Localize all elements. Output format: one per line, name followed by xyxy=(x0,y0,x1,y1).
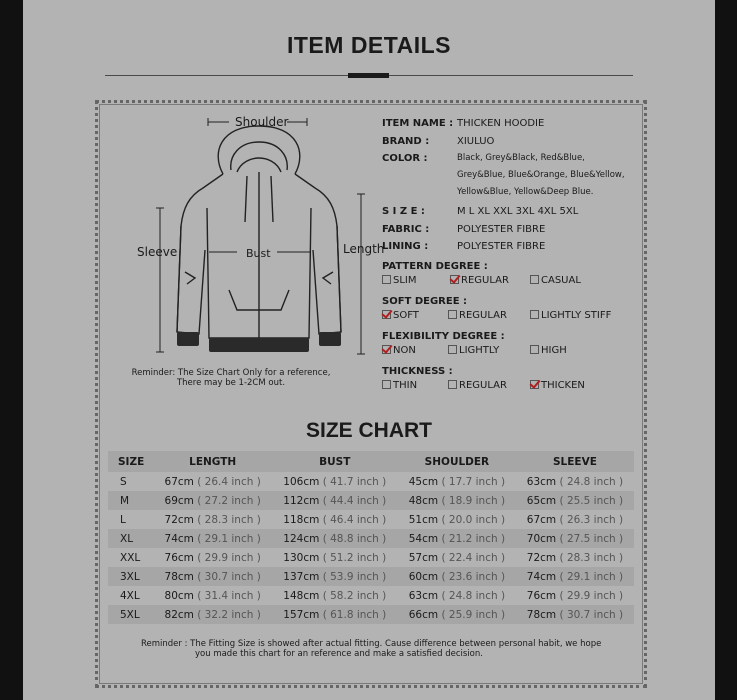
inch-value: ( 44.4 inch ) xyxy=(322,494,387,507)
bust-cell xyxy=(272,529,398,548)
inch-value: ( 22.4 inch ) xyxy=(441,551,506,564)
length-cell xyxy=(154,510,272,529)
cm-value: 63cm xyxy=(408,589,439,602)
cm-value: 78cm xyxy=(164,570,194,583)
inch-value: ( 25.5 inch ) xyxy=(559,494,624,507)
length-cell xyxy=(154,529,272,548)
bust-cell xyxy=(272,510,398,529)
color-line2: Grey&Blue, Blue&Orange, Blue&Yellow, xyxy=(457,170,625,180)
inch-value: ( 23.6 inch ) xyxy=(441,570,506,583)
col-header-bust: BUST xyxy=(272,451,398,472)
checkmark-icon xyxy=(382,310,391,319)
cm-value: 65cm xyxy=(526,494,557,507)
soft-option-soft: SOFT xyxy=(382,310,419,321)
size-cell: L xyxy=(120,513,126,526)
shoulder-cell xyxy=(398,491,516,510)
cm-value: 137cm xyxy=(283,570,320,583)
checkbox-icon xyxy=(382,380,391,389)
inch-value: ( 30.7 inch ) xyxy=(559,608,624,621)
size-cell: XXL xyxy=(120,551,141,564)
shoulder-cell xyxy=(398,529,516,548)
checkbox-icon xyxy=(448,345,457,354)
brand-value: XIULUO xyxy=(457,136,495,147)
table-row xyxy=(108,605,634,624)
size-reminder xyxy=(118,368,344,388)
pattern-degree-title: PATTERN DEGREE : xyxy=(382,261,488,272)
shoulder-cell xyxy=(398,567,516,586)
sleeve-cell xyxy=(516,605,634,624)
cm-value: 48cm xyxy=(408,494,439,507)
color-line3: Yellow&Blue, Yellow&Deep Blue. xyxy=(457,187,594,197)
cm-value: 157cm xyxy=(283,608,320,621)
inch-value: ( 41.7 inch ) xyxy=(322,475,387,488)
bust-cell xyxy=(272,472,398,491)
soft-degree-title: SOFT DEGREE : xyxy=(382,296,468,307)
sleeve-cell xyxy=(516,586,634,605)
cm-value: 45cm xyxy=(408,475,439,488)
checkmark-icon xyxy=(382,345,391,354)
inch-value: ( 29.9 inch ) xyxy=(559,589,624,602)
length-label: Length xyxy=(343,242,385,256)
cm-value: 76cm xyxy=(526,589,557,602)
cm-value: 148cm xyxy=(283,589,320,602)
length-cell xyxy=(154,586,272,605)
flexibility-degree-title: FLEXIBILITY DEGREE : xyxy=(382,331,505,342)
table-row xyxy=(108,567,634,586)
table-row xyxy=(108,491,634,510)
sleeve-label: Sleeve xyxy=(137,245,178,259)
inch-value: ( 29.9 inch ) xyxy=(197,551,261,564)
thick-option-regular: REGULAR xyxy=(448,380,507,391)
inch-value: ( 51.2 inch ) xyxy=(322,551,387,564)
pattern-option-regular: REGULAR xyxy=(450,275,509,286)
shoulder-cell xyxy=(398,472,516,491)
inch-value: ( 48.8 inch ) xyxy=(322,532,387,545)
size-cell: 5XL xyxy=(108,605,154,624)
fabric-label: FABRIC : xyxy=(382,224,430,235)
cm-value: 106cm xyxy=(283,475,320,488)
inch-value: ( 61.8 inch ) xyxy=(322,608,387,621)
sleeve-cell xyxy=(516,548,634,567)
sleeve-cell xyxy=(516,472,634,491)
cm-value: 72cm xyxy=(526,551,557,564)
cm-value: 74cm xyxy=(526,570,557,583)
shoulder-label: Shoulder xyxy=(235,115,289,129)
flex-option-high: HIGH xyxy=(530,345,567,356)
cm-value: 76cm xyxy=(164,551,194,564)
inch-value: ( 53.9 inch ) xyxy=(322,570,387,583)
cm-value: 124cm xyxy=(283,532,320,545)
item-name-value: THICKEN HOODIE xyxy=(457,118,545,129)
soft-option-lightly-stiff: LIGHTLY STIFF xyxy=(530,310,611,321)
length-cell xyxy=(154,567,272,586)
col-header-shoulder: SHOULDER xyxy=(398,451,516,472)
length-cell xyxy=(154,491,272,510)
cm-value: 82cm xyxy=(164,608,194,621)
thick-option-thin: THIN xyxy=(382,380,417,391)
bust-cell xyxy=(272,586,398,605)
col-header-sleeve: SLEEVE xyxy=(516,451,634,472)
inch-value: ( 20.0 inch ) xyxy=(441,513,506,526)
inch-value: ( 25.9 inch ) xyxy=(441,608,506,621)
cm-value: 60cm xyxy=(408,570,439,583)
col-header-length: LENGTH xyxy=(154,451,272,472)
cm-value: 72cm xyxy=(164,513,194,526)
checkbox-icon xyxy=(448,380,457,389)
brand-label: BRAND : xyxy=(382,136,430,147)
checkmark-icon xyxy=(450,275,459,284)
thick-option-thicken: THICKEN xyxy=(530,380,585,391)
flex-option-non: NON xyxy=(382,345,416,356)
length-cell xyxy=(154,548,272,567)
inch-value: ( 26.4 inch ) xyxy=(197,475,261,488)
length-cell xyxy=(154,605,272,624)
bust-cell xyxy=(272,491,398,510)
fabric-value: POLYESTER FIBRE xyxy=(457,224,546,235)
size-reminder-line1: Reminder: The Size Chart Only for a reference, xyxy=(131,368,331,378)
cm-value: 69cm xyxy=(164,494,194,507)
inch-value: ( 21.2 inch ) xyxy=(441,532,506,545)
size-cell: S xyxy=(120,475,127,488)
table-row xyxy=(108,548,634,567)
inch-value: ( 24.8 inch ) xyxy=(559,475,624,488)
shoulder-cell xyxy=(398,586,516,605)
hoodie-measurement-diagram xyxy=(111,112,385,367)
inch-value: ( 27.5 inch ) xyxy=(559,532,624,545)
table-row xyxy=(108,472,634,491)
cm-value: 54cm xyxy=(408,532,439,545)
checkmark-icon xyxy=(530,380,539,389)
lining-value: POLYESTER FIBRE xyxy=(457,241,546,252)
cm-value: 57cm xyxy=(408,551,439,564)
soft-option-regular: REGULAR xyxy=(448,310,507,321)
checkbox-icon xyxy=(530,275,539,284)
bust-cell xyxy=(272,548,398,567)
size-cell: 3XL xyxy=(108,567,154,586)
size-cell: M xyxy=(108,491,154,510)
pattern-option-slim: SLIM xyxy=(382,275,417,286)
inch-value: ( 18.9 inch ) xyxy=(441,494,506,507)
title-divider-accent xyxy=(348,73,389,78)
size-chart-header-row xyxy=(108,451,634,472)
inch-value: ( 31.4 inch ) xyxy=(197,589,261,602)
size-cell: XL xyxy=(108,529,154,548)
product-sheet xyxy=(23,0,715,700)
inch-value: ( 17.7 inch ) xyxy=(441,475,506,488)
inch-value: ( 32.2 inch ) xyxy=(197,608,261,621)
cm-value: 67cm xyxy=(164,475,194,488)
table-row xyxy=(108,586,634,605)
size-value: M L XL XXL 3XL 4XL 5XL xyxy=(457,206,579,217)
cm-value: 74cm xyxy=(164,532,194,545)
flex-option-lightly: LIGHTLY xyxy=(448,345,499,356)
inch-value: ( 29.1 inch ) xyxy=(197,532,261,545)
cm-value: 51cm xyxy=(408,513,439,526)
lining-label: LINING : xyxy=(382,241,429,252)
inch-value: ( 28.3 inch ) xyxy=(197,513,261,526)
checkbox-icon xyxy=(530,310,539,319)
table-row xyxy=(108,529,634,548)
bust-cell xyxy=(272,605,398,624)
inch-value: ( 27.2 inch ) xyxy=(197,494,261,507)
inch-value: ( 30.7 inch ) xyxy=(197,570,261,583)
inch-value: ( 29.1 inch ) xyxy=(559,570,624,583)
table-row xyxy=(108,510,634,529)
cm-value: 70cm xyxy=(526,532,557,545)
sleeve-cell xyxy=(516,491,634,510)
cm-value: 78cm xyxy=(526,608,557,621)
size-label: S I Z E : xyxy=(382,206,425,217)
inch-value: ( 58.2 inch ) xyxy=(322,589,387,602)
page-title: ITEM DETAILS xyxy=(286,32,451,58)
cm-value: 130cm xyxy=(283,551,320,564)
checkbox-icon xyxy=(530,345,539,354)
checkbox-icon xyxy=(382,275,391,284)
checkbox-icon xyxy=(448,310,457,319)
inch-value: ( 28.3 inch ) xyxy=(559,551,624,564)
size-reminder-line2: There may be 1-2CM out. xyxy=(176,378,286,388)
shoulder-cell xyxy=(398,510,516,529)
length-cell xyxy=(154,472,272,491)
cm-value: 112cm xyxy=(283,494,320,507)
fitting-reminder-line1: Reminder : The Fitting Size is showed after actual fitting. Cause difference between personal habit, we hope xyxy=(141,639,602,649)
cm-value: 118cm xyxy=(283,513,320,526)
sleeve-cell xyxy=(516,567,634,586)
inch-value: ( 24.8 inch ) xyxy=(441,589,506,602)
fitting-reminder-line2: you made this chart for an reference and make a satisfied decision. xyxy=(195,649,483,659)
cm-value: 66cm xyxy=(408,608,439,621)
shoulder-cell xyxy=(398,605,516,624)
inch-value: ( 46.4 inch ) xyxy=(322,513,387,526)
inch-value: ( 26.3 inch ) xyxy=(559,513,624,526)
cm-value: 80cm xyxy=(164,589,194,602)
sleeve-cell xyxy=(516,510,634,529)
thickness-title: THICKNESS : xyxy=(382,366,453,377)
col-header-size: SIZE xyxy=(108,451,154,472)
color-label: COLOR : xyxy=(382,153,428,164)
item-name-label: ITEM NAME : xyxy=(382,118,454,129)
shoulder-cell xyxy=(398,548,516,567)
cm-value: 63cm xyxy=(526,475,557,488)
size-chart-title: SIZE CHART xyxy=(306,419,432,442)
bust-label: Bust xyxy=(246,247,271,260)
bust-cell xyxy=(272,567,398,586)
size-chart-table xyxy=(108,451,634,624)
sleeve-cell xyxy=(516,529,634,548)
color-line1: Black, Grey&Black, Red&Blue, xyxy=(457,153,585,163)
cm-value: 67cm xyxy=(526,513,557,526)
size-cell: 4XL xyxy=(120,589,140,602)
pattern-option-casual: CASUAL xyxy=(530,275,581,286)
